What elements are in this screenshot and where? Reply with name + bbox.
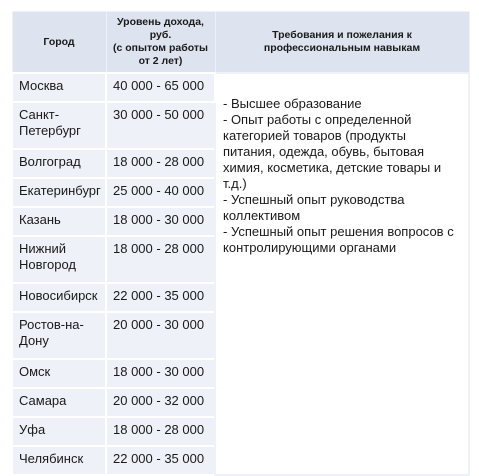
salary-table <box>11 11 470 476</box>
income-cell: 40 000 - 65 000 <box>106 73 215 102</box>
requirement-item: - Опыт работы с определенной категорией товаров (продукты питания, одежда, обувь, бытовая химия, косметика, детские товары и т.д.) <box>223 112 442 191</box>
header-city: Город <box>12 12 106 74</box>
requirement-item: - Успешный опыт решения вопросов с контролирующими органами <box>223 224 454 255</box>
income-cell: 25 000 - 40 000 <box>106 178 215 207</box>
requirement-item: - Высшее образование <box>223 96 362 111</box>
header-income-line: Уровень дохода, <box>117 16 204 28</box>
income-cell: 22 000 - 35 000 <box>106 283 215 312</box>
table-header-row <box>12 12 469 74</box>
city-cell: Волгоград <box>12 149 106 178</box>
income-cell: 20 000 - 30 000 <box>106 312 215 359</box>
requirement-item: - Успешный опыт руководства коллективом <box>223 192 405 223</box>
table-row <box>12 73 469 102</box>
income-cell: 18 000 - 28 000 <box>106 236 215 283</box>
income-cell: 18 000 - 28 000 <box>106 417 215 446</box>
header-income-line: от 2 лет) <box>138 55 183 67</box>
requirements-cell <box>215 73 469 475</box>
city-cell: Уфа <box>12 417 106 446</box>
city-cell: Челябинск <box>12 446 106 475</box>
header-requirements-line: профессиональным навыкам <box>263 42 421 54</box>
city-cell: Казань <box>12 207 106 236</box>
city-cell: Нижний Новгород <box>12 236 106 283</box>
city-cell: Самара <box>12 388 106 417</box>
city-cell: Санкт-Петербург <box>12 102 106 149</box>
header-income-line: (с опытом работы <box>113 42 208 54</box>
city-cell: Новосибирск <box>12 283 106 312</box>
income-cell: 18 000 - 30 000 <box>106 359 215 388</box>
header-income-line: руб. <box>149 29 172 41</box>
header-requirements <box>215 12 469 74</box>
city-cell: Ростов-на-Дону <box>12 312 106 359</box>
header-income <box>106 12 215 74</box>
income-cell: 20 000 - 32 000 <box>106 388 215 417</box>
income-cell: 22 000 - 35 000 <box>106 446 215 475</box>
income-cell: 18 000 - 30 000 <box>106 207 215 236</box>
city-cell: Москва <box>12 73 106 102</box>
city-cell: Омск <box>12 359 106 388</box>
header-requirements-line: Требования и пожелания к <box>272 29 412 41</box>
income-cell: 18 000 - 28 000 <box>106 149 215 178</box>
income-cell: 30 000 - 50 000 <box>106 102 215 149</box>
city-cell: Екатеринбург <box>12 178 106 207</box>
